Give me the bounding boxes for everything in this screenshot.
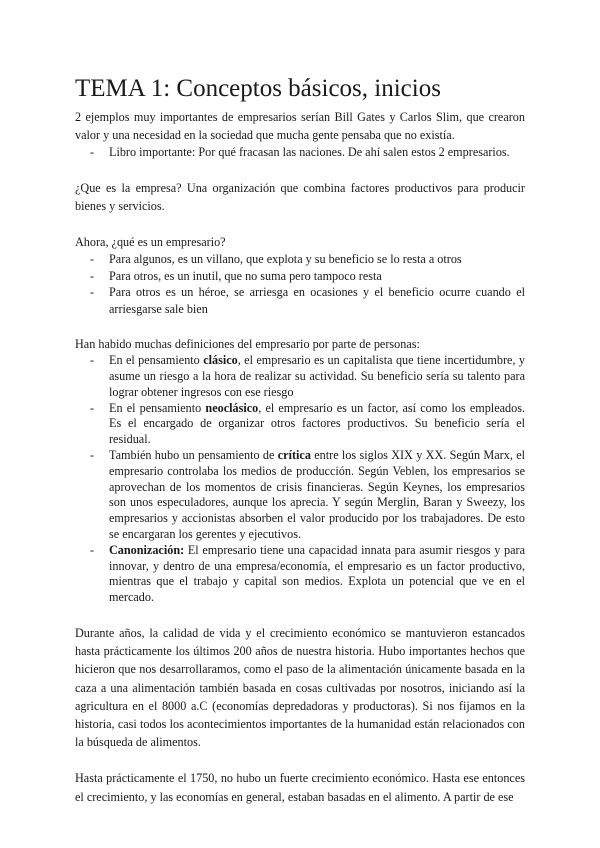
definition-canonization: [109, 543, 525, 606]
intro-list: [75, 144, 525, 160]
definition-text: En el pensamiento: [109, 353, 204, 368]
list-item: - Libro importante: Por qué fracasan las naciones. De ahí salen estos 2 empresarios.: [109, 144, 525, 160]
definition-text: En el pensamiento: [109, 400, 206, 415]
definition-text: También hubo un pensamiento de: [109, 448, 278, 463]
list-item: - Para algunos, es un villano, que explota y su beneficio se lo resta a otros: [109, 251, 525, 267]
definition-text: , el empresario es un factor, así como los empleados. Es el encargado de organizar otros factores productivos. Su beneficio sería el residual.: [109, 400, 525, 447]
entrepreneur-views-list: [75, 251, 525, 317]
definition-text: El empresario tiene una capacidad innata para asumir riesgos y para innovar, y dentro de una empresa/economía, el empresario es un factor productivo, mientras que el trabajo y capital son medios. Explota un potencial que ve en el mercado.: [109, 542, 525, 605]
definition-neoclassic: [109, 401, 525, 448]
list-item: - Para otros, es un inutil, que no suma pero tampoco resta: [109, 268, 525, 284]
definition-term: clásico: [203, 353, 238, 368]
entrepreneur-question: Ahora, ¿qué es un empresario?: [75, 235, 226, 250]
list-item: - Para otros es un héroe, se arriesga en ocasiones y el beneficio ocurre cuando el arriesgarse sale bien: [109, 284, 525, 317]
definition-term: Canonización:: [109, 542, 185, 557]
growth-paragraph: Hasta prácticamente el 1750, no hubo un fuerte crecimiento económico. Hasta ese entonces el crecimiento, y las economías en general, estaban basadas en el alimento. A partir de ese: [75, 771, 525, 804]
definitions-list: [75, 353, 525, 606]
company-definition-paragraph: ¿Que es la empresa? Una organización que combina factores productivos para producir bienes y servicios.: [75, 180, 525, 214]
intro-paragraph: 2 ejemplos muy importantes de empresarios serían Bill Gates y Carlos Slim, que crearon valor y una necesidad en la sociedad que mucha gente pensaba que no existía.: [75, 110, 525, 143]
document-body: [75, 108, 525, 806]
definition-text: entre los siglos XIX y XX. Según Marx, el empresario controlaba los medios de producción. Según Veblen, los empresarios se aprovechan de los momentos de crisis financieras. Según Keynes, los empresarios son unos especuladores, aunque los aprecia. Y según Merglin, Baran y Sweezy, los empresarios y accionistas absorben el valor producido por los trabajadores. De esto se encargaran los gerentes y ejecutivos.: [109, 448, 525, 542]
definition-text: , el empresario es un capitalista que tiene incertidumbre, y asume un riesgo a la hora de realizar su actividad. Su beneficio sería su talento para lograr obtener ingresos con ese riesgo: [109, 353, 525, 399]
definition-term: neoclásico: [205, 400, 259, 415]
page-title: TEMA 1: Conceptos básicos, inicios: [75, 75, 441, 102]
definition-term: crítica: [277, 448, 311, 463]
definition-classic: [109, 353, 525, 400]
history-paragraph: Durante años, la calidad de vida y el crecimiento económico se mantuvieron estancados hasta prácticamente los últimos 200 años de nuestra historia. Hubo importantes hechos que hicieron que nos desarrollaramos, como el paso de la alimentación únicamente basada en la caza a una alimentación también basada en cosas cultivadas por nosotros, iniciando así la agricultura en el 8000 a.C (economías depredadoras y productoras). Si nos fijamos en la historia, casi todos los acontecimientos importantes de la humanidad están relacionados con la búsqueda de alimentos.: [75, 626, 525, 750]
definitions-intro: Han habido muchas definiciones del empresario por parte de personas:: [75, 337, 420, 352]
definition-critical: [109, 448, 525, 543]
